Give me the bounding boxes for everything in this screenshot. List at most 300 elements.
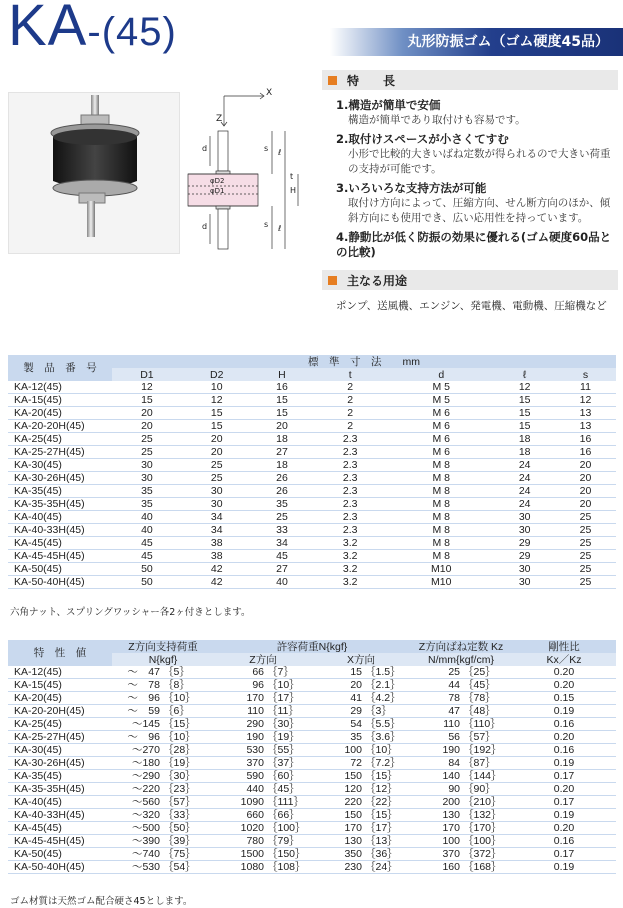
- table-row: [8, 498, 616, 511]
- value-cell: ｛15｝: [365, 809, 398, 821]
- value-cell: 44: [448, 679, 460, 691]
- col-group-dimensions: 標 準 寸 法 mm: [112, 355, 616, 368]
- table-row: [8, 744, 616, 757]
- value-cell: ｛10｝: [365, 744, 398, 756]
- dimension-cell: 12: [141, 381, 153, 393]
- part-number-cell: KA-35(45): [14, 485, 62, 497]
- dimension-cell: 30: [210, 498, 223, 510]
- header-band: [330, 28, 623, 56]
- part-number-cell: KA-12(45): [14, 666, 62, 678]
- dimensions-table: [8, 355, 616, 589]
- value-cell: 54: [350, 718, 362, 730]
- dimension-cell: M 6: [432, 433, 450, 445]
- value-cell: ｛30｝: [267, 718, 300, 730]
- value-cell: 170: [442, 822, 460, 834]
- dimension-cell: 12: [579, 394, 592, 406]
- dimension-cell: 10: [210, 381, 223, 393]
- value-cell: ｛5.5｝: [365, 718, 401, 730]
- value-cell: ｛87｝: [463, 757, 496, 769]
- value-cell: 0.19: [553, 861, 575, 873]
- value-cell: 170: [246, 692, 264, 704]
- value-cell: ｛10｝: [163, 692, 196, 704]
- col-dim: D1: [112, 368, 182, 381]
- table-row: [8, 485, 616, 498]
- dim-d1: φD1: [210, 187, 225, 195]
- dimension-cell: M 8: [432, 472, 450, 484]
- dimension-cell: 45: [141, 550, 153, 562]
- dimension-cell: 29: [518, 550, 531, 562]
- part-number-cell: KA-35-35H(45): [14, 498, 85, 510]
- value-cell: ｛372｝: [463, 848, 502, 860]
- value-cell: ～180: [131, 757, 160, 769]
- axis-x-label: X: [266, 88, 273, 98]
- value-cell: ｛79｝: [267, 835, 300, 847]
- dimension-cell: M 8: [432, 498, 450, 510]
- dimension-cell: 12: [210, 394, 223, 406]
- dimension-cell: 50: [141, 576, 153, 588]
- dimension-cell: M 5: [432, 394, 450, 406]
- dimension-cell: 33: [276, 524, 288, 536]
- table-row: [8, 809, 616, 822]
- table-row: [8, 576, 616, 589]
- dimension-cell: 18: [518, 433, 531, 445]
- value-cell: 41: [350, 692, 362, 704]
- dimension-cell: 30: [141, 459, 153, 471]
- value-cell: ｛111｝: [267, 796, 304, 808]
- col-dim: D2: [182, 368, 252, 381]
- value-cell: ｛110｝: [463, 718, 501, 730]
- table2-note: ゴム材質は天然ゴム配合硬さ45とします。: [10, 896, 193, 907]
- value-cell: ｛75｝: [163, 848, 196, 860]
- dimension-cell: 30: [518, 563, 531, 575]
- dimension-cell: 11: [580, 381, 591, 393]
- dimension-cell: 35: [141, 498, 153, 510]
- col-kz-unit: N/mm{kgf/cm}: [410, 653, 512, 666]
- dimension-cell: 15: [518, 420, 531, 432]
- table-row: [8, 433, 616, 446]
- table-row: [8, 563, 616, 576]
- value-cell: 200: [442, 796, 460, 808]
- table-row: [8, 407, 616, 420]
- dimension-cell: 24: [518, 485, 531, 497]
- value-cell: ｛12｝: [365, 783, 398, 795]
- dim-s-top: s: [264, 144, 269, 153]
- feature-item: 1.構造が簡単で安価 構造が簡単であり取付けも容易です。: [336, 98, 526, 126]
- part-number-cell: KA-40(45): [14, 511, 62, 523]
- page-title: [8, 0, 177, 64]
- dimension-cell: M 8: [432, 485, 450, 497]
- value-cell: 150: [344, 770, 362, 782]
- table-row: [8, 550, 616, 563]
- value-cell: ｛192｝: [463, 744, 502, 756]
- value-cell: 140: [442, 770, 460, 782]
- dimension-cell: 24: [518, 472, 531, 484]
- value-cell: ｛7｝: [267, 666, 294, 678]
- dimension-cell: 38: [210, 550, 223, 562]
- value-cell: ｛22｝: [365, 796, 398, 808]
- part-number-cell: KA-25-27H(45): [14, 731, 85, 743]
- value-cell: 100: [344, 744, 362, 756]
- table-row: [8, 524, 616, 537]
- dimension-cell: 25: [579, 576, 592, 588]
- value-cell: 0.16: [553, 718, 575, 730]
- value-cell: ｛17｝: [267, 692, 300, 704]
- part-number-cell: KA-40-33H(45): [14, 809, 85, 821]
- dim-h: H: [290, 186, 297, 195]
- value-cell: ｛8｝: [163, 679, 190, 691]
- dimension-cell: 15: [210, 420, 223, 432]
- dimension-cell: 27: [276, 563, 288, 575]
- dimension-cell: 25: [579, 511, 592, 523]
- value-cell: ～ 78: [127, 679, 160, 691]
- dimension-cell: 40: [141, 511, 153, 523]
- dimension-cell: 25: [141, 446, 153, 458]
- dimension-cell: 25: [210, 459, 223, 471]
- value-cell: 1500: [240, 848, 264, 860]
- dimension-cell: 18: [276, 459, 288, 471]
- value-cell: ｛28｝: [163, 744, 196, 756]
- value-cell: 47: [448, 705, 460, 717]
- dimension-cell: 18: [518, 446, 531, 458]
- value-cell: 29: [350, 705, 362, 717]
- value-cell: ｛55｝: [267, 744, 300, 756]
- col-allow-x: X方向: [312, 653, 410, 666]
- table-row: [8, 472, 616, 485]
- value-cell: 370: [442, 848, 460, 860]
- value-cell: ｛100｝: [463, 835, 502, 847]
- dimension-cell: M 8: [432, 459, 450, 471]
- part-number-cell: KA-15(45): [14, 394, 62, 406]
- value-cell: ～ 96: [127, 692, 160, 704]
- dimension-cell: 25: [579, 550, 592, 562]
- value-cell: ｛19｝: [267, 731, 300, 743]
- value-cell: ｛45｝: [463, 679, 496, 691]
- uses-text: ポンプ、送風機、エンジン、発電機、電動機、圧縮機など: [336, 300, 607, 312]
- dimension-cell: 30: [518, 524, 531, 536]
- table-row: [8, 679, 616, 692]
- value-cell: ｛90｝: [463, 783, 496, 795]
- dimension-cell: 25: [579, 524, 592, 536]
- title-suffix: -(45): [87, 10, 177, 54]
- dim-l-top: ℓ: [278, 148, 282, 157]
- value-cell: ｛5｝: [163, 666, 190, 678]
- dimension-cell: 30: [518, 576, 531, 588]
- dimension-cell: 20: [579, 459, 592, 471]
- part-number-cell: KA-25-27H(45): [14, 446, 85, 458]
- value-cell: ｛48｝: [463, 705, 496, 717]
- dimension-cell: 34: [210, 524, 223, 536]
- dimension-cell: 2.3: [342, 446, 358, 458]
- dimension-cell: 45: [276, 550, 288, 562]
- dimension-cell: 20: [276, 420, 288, 432]
- value-cell: 20: [350, 679, 362, 691]
- dimension-cell: 40: [141, 524, 153, 536]
- value-cell: 96: [252, 679, 264, 691]
- value-cell: ｛36｝: [365, 848, 398, 860]
- table-row: [8, 757, 616, 770]
- value-cell: ｛7.2｝: [365, 757, 401, 769]
- dimension-cell: 15: [210, 407, 223, 419]
- part-number-cell: KA-20(45): [14, 407, 62, 419]
- col-dim: H: [252, 368, 313, 381]
- dim-l-bottom: ℓ: [278, 224, 282, 233]
- features-heading: 特 長: [322, 70, 618, 90]
- characteristics-table: [8, 640, 616, 874]
- value-cell: 130: [442, 809, 460, 821]
- value-cell: ～390: [131, 835, 160, 847]
- dimension-cell: 25: [579, 563, 592, 575]
- dimension-cell: 3.2: [342, 576, 358, 588]
- value-cell: 590: [246, 770, 264, 782]
- dimension-cell: 3.2: [342, 563, 358, 575]
- value-cell: ｛37｝: [267, 757, 300, 769]
- value-cell: 90: [448, 783, 460, 795]
- dimension-cell: 40: [276, 576, 288, 588]
- part-number-cell: KA-35-35H(45): [14, 783, 85, 795]
- value-cell: 25: [448, 666, 460, 678]
- table-row: [8, 835, 616, 848]
- value-cell: 0.19: [553, 809, 575, 821]
- col-dim: t: [312, 368, 388, 381]
- value-cell: 350: [344, 848, 362, 860]
- col-characteristic: 特 性 値: [8, 640, 112, 666]
- value-cell: ｛15｝: [163, 718, 196, 730]
- dim-d-bottom: d: [202, 222, 208, 231]
- features-section: [322, 70, 618, 264]
- dimension-cell: M 8: [432, 550, 450, 562]
- value-cell: ～ 59: [127, 705, 160, 717]
- value-cell: ～560: [131, 796, 160, 808]
- value-cell: 160: [442, 861, 460, 873]
- dimension-cell: M 6: [432, 446, 450, 458]
- dimension-cell: 42: [210, 563, 223, 575]
- dimension-cell: 26: [276, 472, 288, 484]
- uses-section: [322, 270, 618, 313]
- part-number-cell: KA-40(45): [14, 796, 62, 808]
- dimension-cell: M 8: [432, 511, 450, 523]
- dimension-cell: 20: [579, 498, 592, 510]
- value-cell: 84: [448, 757, 460, 769]
- table-row: [8, 692, 616, 705]
- dimension-cell: 2.3: [342, 498, 358, 510]
- dimension-cell: 16: [579, 433, 592, 445]
- value-cell: 120: [344, 783, 362, 795]
- dimension-cell: 13: [579, 420, 592, 432]
- value-cell: ～ 96: [127, 731, 160, 743]
- feature-item: 2.取付けスペースが小さくてすむ 小形で比較的大きいばね定数が得られるので大きい荷重の支持が可能です。: [336, 132, 611, 175]
- dimension-cell: 26: [276, 485, 288, 497]
- table-row: [8, 861, 616, 874]
- value-cell: 1080: [240, 861, 264, 873]
- value-cell: ～290: [131, 770, 160, 782]
- dimension-cell: 24: [518, 498, 531, 510]
- product-photo: [8, 92, 180, 254]
- dimension-cell: 15: [276, 407, 288, 419]
- value-cell: 530: [246, 744, 264, 756]
- value-cell: ｛57｝: [463, 731, 496, 743]
- feature-item: 4.静動比が低く防振の効果に優れる(ゴム硬度60品との比較): [336, 230, 612, 259]
- table-row: [8, 446, 616, 459]
- value-cell: ｛132｝: [463, 809, 502, 821]
- part-number-cell: KA-30-26H(45): [14, 472, 85, 484]
- value-cell: 0.17: [553, 848, 575, 860]
- part-number-cell: KA-45-45H(45): [14, 550, 85, 562]
- table-row: [8, 666, 616, 679]
- value-cell: ～500: [131, 822, 160, 834]
- dimension-cell: M10: [431, 563, 452, 575]
- part-number-cell: KA-50(45): [14, 563, 62, 575]
- dimension-cell: 3.2: [342, 550, 358, 562]
- dimension-cell: 20: [141, 420, 153, 432]
- value-cell: 440: [246, 783, 264, 795]
- col-part-number: 製 品 番 号: [8, 355, 112, 381]
- dimension-cell: M 6: [432, 420, 450, 432]
- table1-note: 六角ナット、スプリングワッシャー各2ヶ付きとします。: [10, 607, 251, 618]
- dimension-cell: 13: [579, 407, 592, 419]
- dimension-cell: 20: [141, 407, 153, 419]
- value-cell: ～ 47: [127, 666, 160, 678]
- table-row: [8, 511, 616, 524]
- value-cell: ｛168｝: [463, 861, 502, 873]
- value-cell: 1020: [240, 822, 264, 834]
- value-cell: ｛25｝: [463, 666, 496, 678]
- part-number-cell: KA-50(45): [14, 848, 62, 860]
- dim-d2: φD2: [210, 177, 225, 185]
- value-cell: ｛60｝: [267, 770, 300, 782]
- table-row: [8, 537, 616, 550]
- value-cell: 66: [252, 666, 264, 678]
- value-cell: ｛15｝: [365, 770, 398, 782]
- dimension-cell: 15: [141, 394, 153, 406]
- part-number-cell: KA-20-20H(45): [14, 420, 85, 432]
- part-number-cell: KA-45-45H(45): [14, 835, 85, 847]
- dimension-cell: 29: [518, 537, 531, 549]
- value-cell: ｛50｝: [163, 822, 196, 834]
- value-cell: 220: [344, 796, 362, 808]
- value-cell: ～740: [131, 848, 160, 860]
- value-cell: ｛10｝: [267, 679, 300, 691]
- value-cell: ｛10｝: [163, 731, 196, 743]
- value-cell: 0.20: [553, 822, 575, 834]
- value-cell: ｛57｝: [163, 796, 196, 808]
- value-cell: ｛170｝: [463, 822, 502, 834]
- axis-z-label: Z: [216, 114, 223, 124]
- uses-heading: 主なる用途: [322, 270, 618, 290]
- dimension-cell: 2.3: [342, 459, 358, 471]
- dimension-cell: 35: [276, 498, 288, 510]
- col-dim: d: [388, 368, 494, 381]
- value-cell: ｛54｝: [163, 861, 196, 873]
- value-cell: 150: [344, 809, 362, 821]
- dimension-cell: 30: [210, 485, 223, 497]
- dimension-drawing: [180, 86, 310, 256]
- part-number-cell: KA-25(45): [14, 433, 62, 445]
- value-cell: ｛13｝: [365, 835, 398, 847]
- value-cell: 190: [442, 744, 460, 756]
- dimension-cell: M 5: [432, 381, 450, 393]
- table-row: [8, 459, 616, 472]
- value-cell: 170: [344, 822, 362, 834]
- dimension-cell: M10: [431, 576, 452, 588]
- dimension-cell: 2.3: [342, 511, 358, 523]
- part-number-cell: KA-30(45): [14, 459, 62, 471]
- value-cell: 35: [350, 731, 362, 743]
- dimension-cell: 20: [210, 446, 223, 458]
- dimension-cell: 30: [518, 511, 531, 523]
- col-allowable-load: 許容荷重N{kgf}: [214, 640, 410, 653]
- value-cell: ～145: [131, 718, 160, 730]
- value-cell: 780: [246, 835, 264, 847]
- value-cell: 15: [350, 666, 362, 678]
- value-cell: ｛2.1｝: [365, 679, 401, 691]
- dimension-cell: 12: [518, 381, 531, 393]
- table-row: [8, 394, 616, 407]
- dimension-cell: 34: [210, 511, 223, 523]
- dimension-cell: M 6: [432, 407, 450, 419]
- value-cell: ｛23｝: [163, 783, 196, 795]
- value-cell: ｛24｝: [365, 861, 398, 873]
- dimension-cell: 2.3: [342, 472, 358, 484]
- table-row: [8, 770, 616, 783]
- value-cell: 0.20: [553, 731, 575, 743]
- value-cell: 0.19: [553, 705, 575, 717]
- dimension-cell: 27: [276, 446, 288, 458]
- table-row: [8, 796, 616, 809]
- table-row: [8, 822, 616, 835]
- dimension-cell: M 8: [432, 524, 450, 536]
- dimension-cell: 2: [347, 407, 354, 419]
- value-cell: 56: [448, 731, 460, 743]
- bullet-square-icon: [328, 76, 337, 85]
- table-row: [8, 783, 616, 796]
- part-number-cell: KA-30(45): [14, 744, 62, 756]
- value-cell: 660: [246, 809, 264, 821]
- part-number-cell: KA-45(45): [14, 537, 62, 549]
- col-dim: s: [555, 368, 616, 381]
- value-cell: ｛78｝: [463, 692, 496, 704]
- part-number-cell: KA-45(45): [14, 822, 62, 834]
- dimension-cell: 2.3: [342, 524, 358, 536]
- value-cell: ｛210｝: [463, 796, 502, 808]
- part-number-cell: KA-30-26H(45): [14, 757, 85, 769]
- value-cell: ～270: [131, 744, 160, 756]
- value-cell: 0.17: [553, 796, 575, 808]
- value-cell: 0.20: [553, 666, 575, 678]
- value-cell: 72: [350, 757, 362, 769]
- value-cell: ～320: [131, 809, 160, 821]
- value-cell: 110: [247, 705, 264, 717]
- value-cell: ｛66｝: [267, 809, 300, 821]
- dimension-cell: 20: [210, 433, 223, 445]
- value-cell: ｛4.2｝: [365, 692, 401, 704]
- dimension-cell: 2: [347, 381, 354, 393]
- col-dim: ℓ: [494, 368, 555, 381]
- value-cell: 1090: [240, 796, 264, 808]
- value-cell: 100: [442, 835, 460, 847]
- dimension-cell: 34: [276, 537, 288, 549]
- value-cell: ｛17｝: [365, 822, 398, 834]
- col-allow-z: Z方向: [214, 653, 312, 666]
- value-cell: 0.19: [553, 757, 575, 769]
- dimension-cell: 25: [210, 472, 223, 484]
- dimension-cell: 2: [347, 420, 354, 432]
- feature-item: 3.いろいろな支持方法が可能 取付け方向によって、圧縮方向、せん断方向のほか、傾斜方向にも使用でき、広い応用性を持っています。: [336, 181, 611, 224]
- dimension-cell: 25: [141, 433, 153, 445]
- table-row: [8, 731, 616, 744]
- value-cell: ｛100｝: [267, 822, 306, 834]
- dimension-cell: 18: [276, 433, 288, 445]
- value-cell: ～220: [131, 783, 160, 795]
